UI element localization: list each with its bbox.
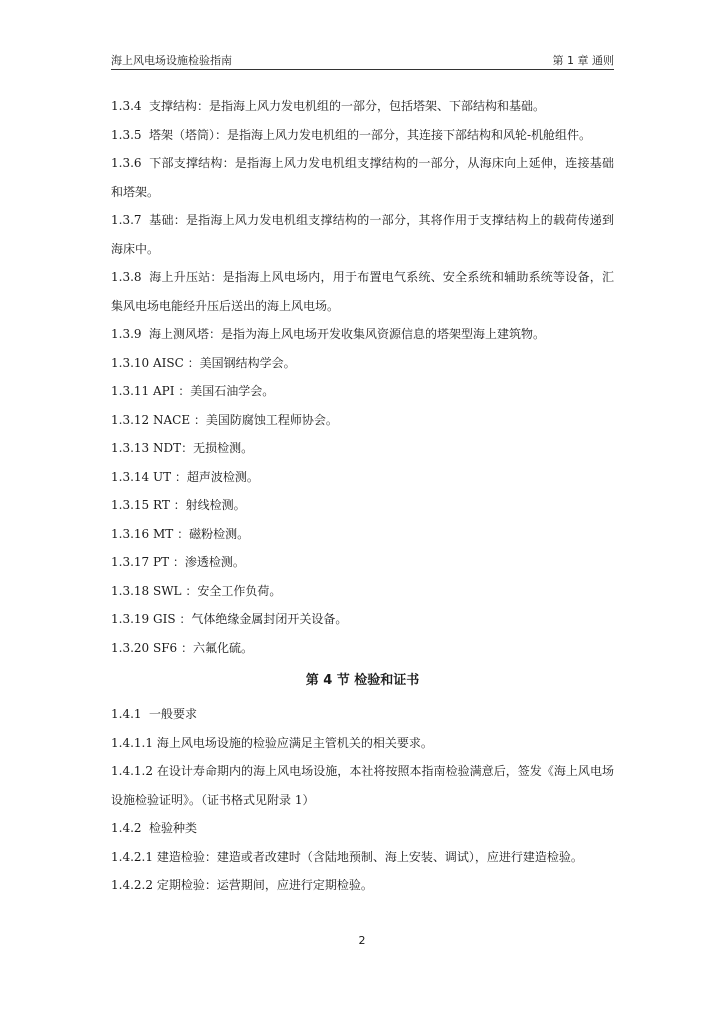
header-chapter-title: 第 1 章 通则 — [552, 54, 614, 67]
clause-number: 1.4.2.1 — [111, 849, 153, 864]
clause-number: 1.4.2.2 — [111, 878, 153, 892]
clause-1-4-2-2 — [111, 871, 614, 900]
clause-1-4-1 — [111, 700, 614, 729]
clause-1-4-1-2 — [111, 757, 614, 814]
clause-number: 1.3.5 — [111, 127, 142, 142]
clause-1-3-8 — [111, 263, 614, 320]
clause-1-3-18 — [111, 577, 614, 606]
clause-1-4-2 — [111, 814, 614, 843]
clause-number: 1.3.15 — [111, 498, 150, 512]
clause-text: 下部支撑结构：是指海上风力发电机组支撑结构的一部分，从海床向上延伸，连接基础和塔架。 — [111, 156, 614, 199]
clause-1-3-7 — [111, 206, 614, 263]
page-number: 2 — [358, 934, 366, 947]
clause-number: 1.3.19 — [111, 612, 150, 626]
clause-number: 1.4.1 — [111, 707, 142, 721]
clause-text: 海上测风塔：是指为海上风电场开发收集风资源信息的塔架型海上建筑物。 — [149, 327, 546, 341]
clause-text: 定期检验：运营期间，应进行定期检验。 — [156, 878, 373, 892]
clause-text: GIS ：气体绝缘金属封闭开关设备。 — [153, 612, 348, 626]
clause-1-3-10 — [111, 349, 614, 378]
clause-1-3-12 — [111, 406, 614, 435]
clause-number: 1.3.7 — [111, 213, 142, 227]
clause-number: 1.3.12 — [111, 412, 150, 427]
clause-text: 在设计寿命期内的海上风电场设施，本社将按照本指南检验满意后，签发《海上风电场设施检验证明》。（证书格式见附录 1） — [111, 764, 614, 807]
clause-text: 塔架（塔筒）：是指海上风力发电机组的一部分，其连接下部结构和风轮-机舱组件。 — [149, 127, 592, 142]
clause-text: RT ：射线检测。 — [153, 498, 246, 512]
clause-1-3-16 — [111, 520, 614, 549]
clause-number: 1.3.20 — [111, 640, 150, 655]
clause-text: 基础：是指海上风力发电机组支撑结构的一部分，其将作用于支撑结构上的载荷传递到海床中。 — [111, 213, 614, 256]
clause-1-3-15 — [111, 491, 614, 520]
clause-text: 检验种类 — [149, 821, 198, 835]
clause-1-3-5 — [111, 121, 614, 150]
clause-1-3-19 — [111, 605, 614, 634]
clause-text: MT ：磁粉检测。 — [153, 526, 250, 541]
page-body — [111, 92, 614, 900]
clause-text: SWL ：安全工作负荷。 — [153, 583, 282, 598]
clause-1-3-4 — [111, 92, 614, 121]
clause-number: 1.3.6 — [111, 156, 142, 170]
clause-number: 1.3.13 — [111, 441, 150, 455]
clause-text: 一般要求 — [149, 707, 198, 721]
clause-text: PT ：渗透检测。 — [153, 555, 245, 569]
header-document-title: 海上风电场设施检验指南 — [111, 54, 232, 67]
clause-number: 1.3.11 — [111, 384, 150, 398]
section-heading: 第 4 节 检验和证书 — [305, 673, 420, 688]
clause-number: 1.4.1.2 — [111, 764, 153, 778]
clause-1-3-20 — [111, 634, 614, 663]
clause-text: 海上升压站：是指海上风电场内，用于布置电气系统、安全系统和辅助系统等设备，汇集风电场电能经升压后送出的海上风电场。 — [111, 270, 614, 313]
clause-text: NACE ：美国防腐蚀工程师协会。 — [153, 412, 338, 427]
clause-text: AISC ：美国钢结构学会。 — [153, 355, 296, 370]
clause-number: 1.3.8 — [111, 270, 142, 284]
clause-text: 建造检验：建造或者改建时（含陆地预制、海上安装、调试），应进行建造检验。 — [156, 849, 583, 864]
header-rule — [111, 69, 614, 70]
clause-text: 支撑结构：是指海上风力发电机组的一部分，包括塔架、下部结构和基础。 — [149, 99, 546, 113]
clause-number: 1.4.1.1 — [111, 735, 153, 750]
clause-number: 1.3.4 — [111, 99, 142, 113]
clause-number: 1.4.2 — [111, 821, 142, 835]
clause-text: API ：美国石油学会。 — [153, 384, 275, 398]
clause-1-4-1-1 — [111, 729, 614, 758]
clause-number: 1.3.10 — [111, 355, 150, 370]
clause-1-3-17 — [111, 548, 614, 577]
clause-1-3-14 — [111, 463, 614, 492]
clause-number: 1.3.9 — [111, 327, 142, 341]
clause-1-3-11 — [111, 377, 614, 406]
clause-1-4-2-1 — [111, 843, 614, 872]
clause-number: 1.3.18 — [111, 583, 150, 598]
clause-1-3-13 — [111, 434, 614, 463]
clause-number: 1.3.16 — [111, 526, 150, 541]
clause-text: 海上风电场设施的检验应满足主管机关的相关要求。 — [156, 735, 433, 750]
clause-number: 1.3.14 — [111, 469, 150, 484]
clause-text: NDT：无损检测。 — [153, 441, 254, 455]
clause-number: 1.3.17 — [111, 555, 150, 569]
clause-1-3-9 — [111, 320, 614, 349]
clause-text: SF6 ：六氟化硫。 — [153, 640, 253, 655]
clause-text: UT ：超声波检测。 — [153, 469, 259, 484]
clause-1-3-6 — [111, 149, 614, 206]
